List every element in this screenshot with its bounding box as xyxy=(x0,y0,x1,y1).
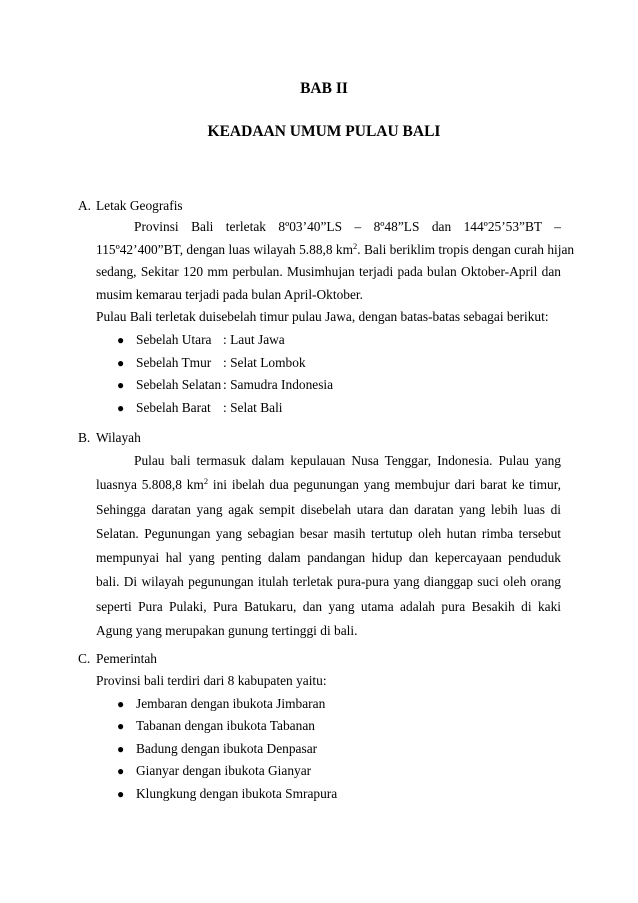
border-value: Selat Lombok xyxy=(230,354,306,370)
section-a-letter: A. xyxy=(78,198,92,213)
regency-list-item xyxy=(96,760,561,783)
chapter-number: BAB II xyxy=(300,80,348,97)
paragraph-line xyxy=(96,239,575,262)
bullet-icon: ● xyxy=(117,719,125,734)
paragraph-line: Agung yang merupakan gunung tertinggi di bali. xyxy=(96,623,358,639)
section-b-body xyxy=(96,449,561,643)
regency-list-item xyxy=(96,783,561,806)
regency-list-item xyxy=(96,693,561,716)
regency-list-item xyxy=(96,738,561,761)
border-value: Samudra Indonesia xyxy=(230,377,334,393)
section-b-heading xyxy=(78,430,141,446)
bullet-icon: ● xyxy=(117,696,125,711)
section-a-body xyxy=(96,216,575,419)
border-label: Sebelah Utara xyxy=(136,331,212,347)
regency-text: Gianyar dengan ibukota Gianyar xyxy=(136,763,312,779)
paragraph-line: Pulau Bali terletak duisebelah timur pulau Jawa, dengan batas-batas sebagai berikut: xyxy=(96,309,549,325)
regency-text: Tabanan dengan ibukota Tabanan xyxy=(136,718,315,734)
regency-list-item xyxy=(96,715,561,738)
text-span: luasnya 5.808,8 km xyxy=(96,477,204,493)
section-a-heading xyxy=(78,198,183,214)
paragraph-line: musim kemarau terjadi pada bulan April-Oktober. xyxy=(96,286,363,302)
paragraph-line: Provinsi Bali terletak 8º03’40”LS – 8º48”LS dan 144º25’53”BT – xyxy=(134,219,561,234)
border-sep: : xyxy=(223,331,227,347)
paragraph-line: Sehingga daratan yang agak sempit disebelah utara dan daratan yang lebih luas di xyxy=(96,501,561,517)
regency-text: Jembaran dengan ibukota Jimbaran xyxy=(136,695,326,711)
border-value: Selat Bali xyxy=(230,399,283,415)
paragraph-line: seperti Pura Pulaki, Pura Batukaru, dan yang utama adalah pura Besakih di kaki xyxy=(96,598,561,614)
paragraph-line: bali. Di wilayah pegunungan itulah terletak pura-pura yang dianggap suci oleh orang xyxy=(96,574,561,590)
border-list-item xyxy=(96,352,561,375)
bullet-icon: ● xyxy=(117,355,125,370)
superscript: 2 xyxy=(353,240,358,251)
superscript: 2 xyxy=(203,476,209,487)
text-span: . Bali beriklim tropis dengan curah hijan xyxy=(357,241,575,257)
section-b-letter: B. xyxy=(78,430,91,445)
border-label: Sebelah Barat xyxy=(136,399,211,415)
border-label: Sebelah Tmur xyxy=(136,354,212,370)
section-c-title: Pemerintah xyxy=(96,651,157,666)
paragraph-line: Provinsi bali terdiri dari 8 kabupaten yaitu: xyxy=(96,673,327,688)
bullet-icon: ● xyxy=(117,786,125,801)
regency-text: Klungkung dengan ibukota Smrapura xyxy=(136,785,338,801)
section-c-letter: C. xyxy=(78,651,91,666)
section-a-title: Letak Geografis xyxy=(96,198,183,213)
section-b-title: Wilayah xyxy=(96,430,141,445)
regency-text: Badung dengan ibukota Denpasar xyxy=(136,740,318,756)
border-sep: : xyxy=(223,377,227,393)
border-list-item xyxy=(96,374,561,397)
bullet-icon: ● xyxy=(117,741,125,756)
border-list-item xyxy=(96,329,561,352)
border-list-item xyxy=(96,397,561,420)
paragraph-line: sedang, Sekitar 120 mm perbulan. Musimhujan terjadi pada bulan Oktober-April dan xyxy=(96,264,561,280)
section-c-body xyxy=(96,670,561,806)
chapter-title: KEADAAN UMUM PULAU BALI xyxy=(207,123,441,140)
border-value: Laut Jawa xyxy=(230,331,285,347)
bullet-icon: ● xyxy=(117,378,125,393)
border-sep: : xyxy=(223,399,227,415)
border-label: Sebelah Selatan xyxy=(136,377,222,393)
text-span: 115º42’400”BT, dengan luas wilayah 5.88,8 km xyxy=(96,241,354,257)
paragraph-line xyxy=(96,473,561,497)
bullet-icon: ● xyxy=(117,400,125,415)
paragraph-line: mempunyai hal yang penting dalam pandangan hidup dan kepercayaan penduduk xyxy=(96,550,561,566)
bullet-icon: ● xyxy=(117,764,125,779)
section-c-heading xyxy=(78,651,157,667)
bullet-icon: ● xyxy=(117,332,125,347)
border-sep: : xyxy=(223,354,227,370)
paragraph-line: Pulau bali termasuk dalam kepulauan Nusa Tenggar, Indonesia. Pulau yang xyxy=(134,453,561,468)
paragraph-line: Selatan. Pegunungan yang sebagian besar masih tertutup oleh hutan rimba tersebut xyxy=(96,525,561,541)
text-span: ini ibelah dua pegunungan yang membujur dari barat ke timur, xyxy=(208,477,561,493)
